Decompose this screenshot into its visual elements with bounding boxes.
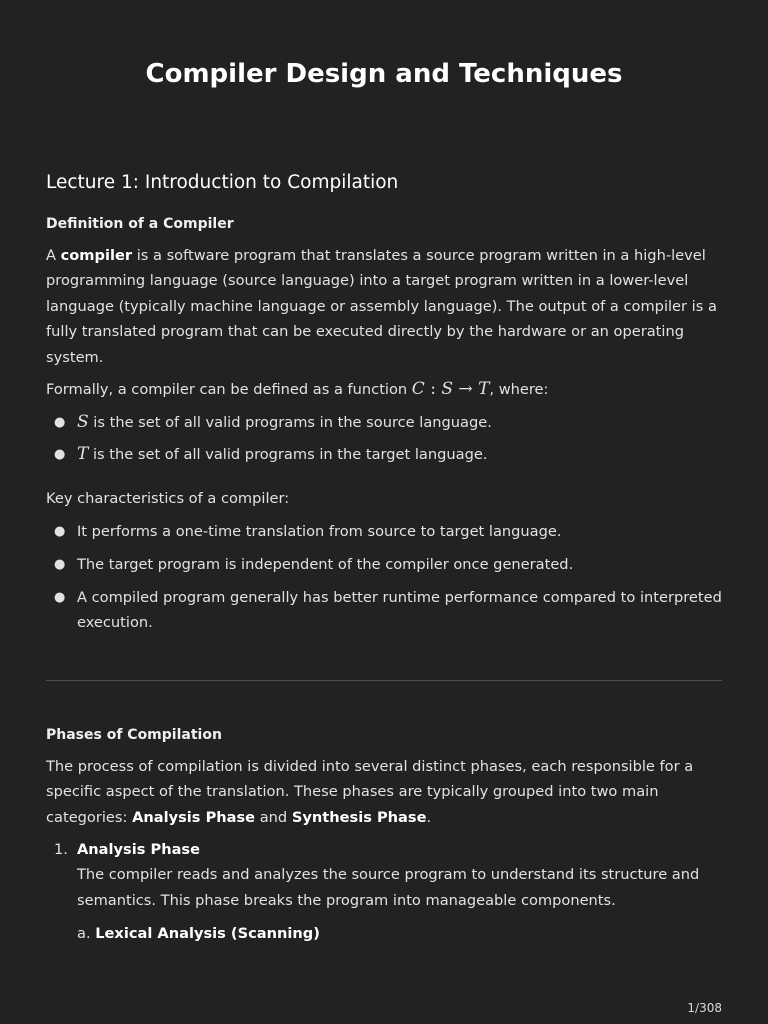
characteristics-intro: Key characteristics of a compiler: xyxy=(46,490,290,507)
bullet-icon: ● xyxy=(54,447,66,462)
bullet-text: is the set of all valid programs in the source language. xyxy=(88,414,492,431)
phases-prefix: The process of compilation is divided into several distinct phases, each responsible for a specific aspect of the translation. These phases are typically grouped into two main categories: xyxy=(46,758,694,826)
section-divider xyxy=(46,680,722,681)
page-number: 1/308 xyxy=(687,1001,722,1015)
math-t: T xyxy=(77,444,89,464)
sub-item-label: a. xyxy=(77,925,91,943)
item-description: The compiler reads and analyzes the source program to understand its structure and semantics. This phase breaks the program into manageable components. xyxy=(77,866,700,909)
bullet-text: The target program is independent of the compiler once generated. xyxy=(77,556,574,573)
phases-mid: and xyxy=(255,808,292,826)
bullet-text: A compiled program generally has better runtime performance compared to interpreted execution. xyxy=(77,589,722,632)
bullet-icon: ● xyxy=(54,557,66,572)
definition-prefix: A xyxy=(46,247,61,264)
phases-paragraph xyxy=(46,754,726,830)
item-title: Analysis Phase xyxy=(77,841,201,858)
sub-item-lexical xyxy=(77,921,725,946)
formal-math xyxy=(412,379,490,399)
phases-heading: Phases of Compilation xyxy=(46,727,222,743)
math-c: C xyxy=(411,379,425,399)
math-t: T xyxy=(478,379,490,399)
analysis-phase-term: Analysis Phase xyxy=(132,808,256,826)
compiler-term: compiler xyxy=(60,247,133,264)
formal-prefix: Formally, a compiler can be defined as a function xyxy=(46,381,412,398)
bullet-icon: ● xyxy=(54,524,66,539)
bullet-text: It performs a one-time translation from source to target language. xyxy=(77,523,562,540)
definition-heading: Definition of a Compiler xyxy=(46,216,234,232)
definition-rest: is a software program that translates a source program written in a high-level programming language (source language) into a target program written in a lower-level language (typically machine language or assembly language). The output of a compiler is a fully translated program that can be executed directly by the hardware or an operating system. xyxy=(46,247,717,366)
item-number: 1. xyxy=(54,841,68,858)
document-title: Compiler Design and Techniques xyxy=(145,59,623,89)
sub-item-title: Lexical Analysis (Scanning) xyxy=(95,925,320,943)
formal-suffix: , where: xyxy=(489,381,549,398)
math-s: S xyxy=(441,379,454,399)
math-colon: : xyxy=(424,379,442,399)
bullet-icon: ● xyxy=(54,415,66,430)
bullet-icon: ● xyxy=(54,590,66,605)
math-s: S xyxy=(77,412,89,432)
math-arrow: → xyxy=(453,379,479,399)
phases-suffix: . xyxy=(426,808,432,826)
lecture-heading: Lecture 1: Introduction to Compilation xyxy=(46,172,399,193)
synthesis-phase-term: Synthesis Phase xyxy=(291,808,427,826)
formal-definition xyxy=(46,377,726,402)
bullet-text: is the set of all valid programs in the target language. xyxy=(88,446,488,463)
definition-paragraph xyxy=(46,243,726,370)
